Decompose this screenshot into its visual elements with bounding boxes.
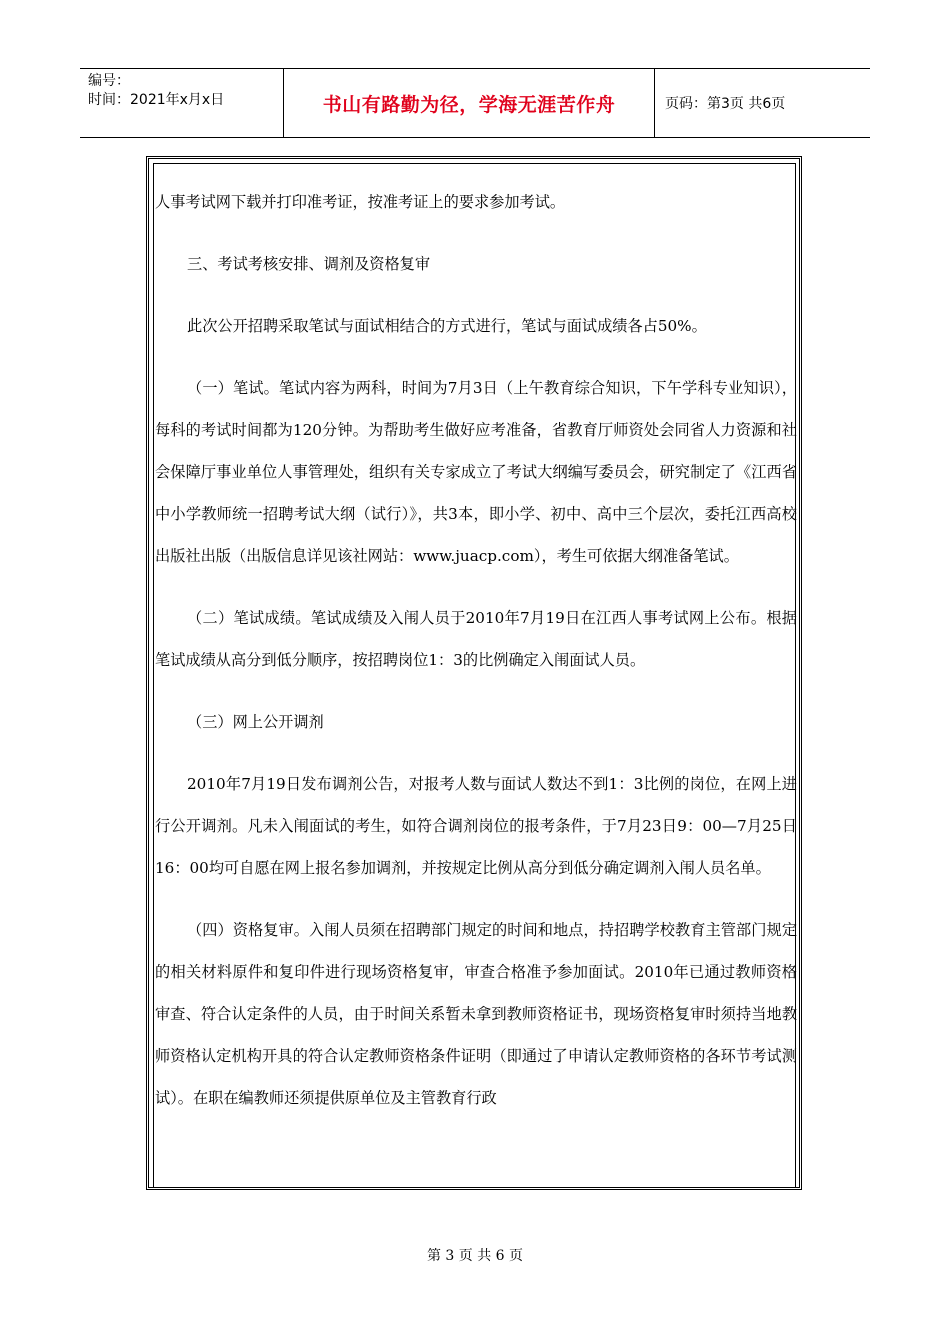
header-motto: 书山有路勤为径，学海无涯苦作舟 xyxy=(283,69,655,137)
paragraph-written-exam: （一）笔试。笔试内容为两科，时间为7月3日（上午教育综合知识，下午学科专业知识），每科的考试时间都为120分钟。为帮助考生做好应考准备，省教育厅师资处会同省人力资源和社会保障厅事业单位人事管理处，组织有关专家成立了考试大纲编写委员会，研究制定了《江西省中小学教师统一招聘考试大纲（试行）》，共3本，即小学、初中、高中三个层次，委托江西高校出版社出版（出版信息详见该社网站：www.juacp.com），考生可依据大纲准备笔试。 xyxy=(155,379,797,565)
content-frame xyxy=(146,156,802,1190)
paragraph-admission-ticket: 人事考试网下载并打印准考证，按准考证上的要求参加考试。 xyxy=(155,193,566,211)
header-page-label: 页码：第3页 共6页 xyxy=(665,96,786,112)
paragraph-online-adjustment: 2010年7月19日发布调剂公告，对报考人数与面试人数达不到1：3比例的岗位，在网上进行公开调剂。凡未入闱面试的考生，如符合调剂岗位的报考条件，于7月23日9：00—7月25日16：00均可自愿在网上报名参加调剂，并按规定比例从高分到低分确定调剂入闱人员名单。 xyxy=(155,775,797,877)
document-body xyxy=(155,181,797,1139)
paragraph-qualification-review: （四）资格复审。入闱人员须在招聘部门规定的时间和地点，持招聘学校教育主管部门规定的相关材料原件和复印件进行现场资格复审，审查合格准予参加面试。2010年已通过教师资格审查、符合认定条件的人员，由于时间关系暂未拿到教师资格证书，现场资格复审时须持当地教师资格认定机构开具的符合认定教师资格条件证明（即通过了申请认定教师资格的各环节考试测试）。在职在编教师还须提供原单位及主管教育行政 xyxy=(155,921,797,1107)
date-label: 时间：2021年x月x日 xyxy=(88,92,225,108)
page-footer: 第 3 页 共 6 页 xyxy=(426,1248,524,1264)
header-meta xyxy=(80,69,283,137)
paragraph-written-results: （二）笔试成绩。笔试成绩及入闱人员于2010年7月19日在江西人事考试网上公布。根据笔试成绩从高分到低分顺序，按招聘岗位1：3的比例确定入闱面试人员。 xyxy=(155,609,797,669)
paragraph-exam-method: 此次公开招聘采取笔试与面试相结合的方式进行，笔试与面试成绩各占50%。 xyxy=(187,317,707,335)
page-header xyxy=(80,68,870,138)
section-heading-exam-arrangement: 三、考试考核安排、调剂及资格复审 xyxy=(187,255,430,273)
number-label: 编号： xyxy=(88,73,130,89)
section-heading-online-adjustment: （三）网上公开调剂 xyxy=(187,713,324,731)
